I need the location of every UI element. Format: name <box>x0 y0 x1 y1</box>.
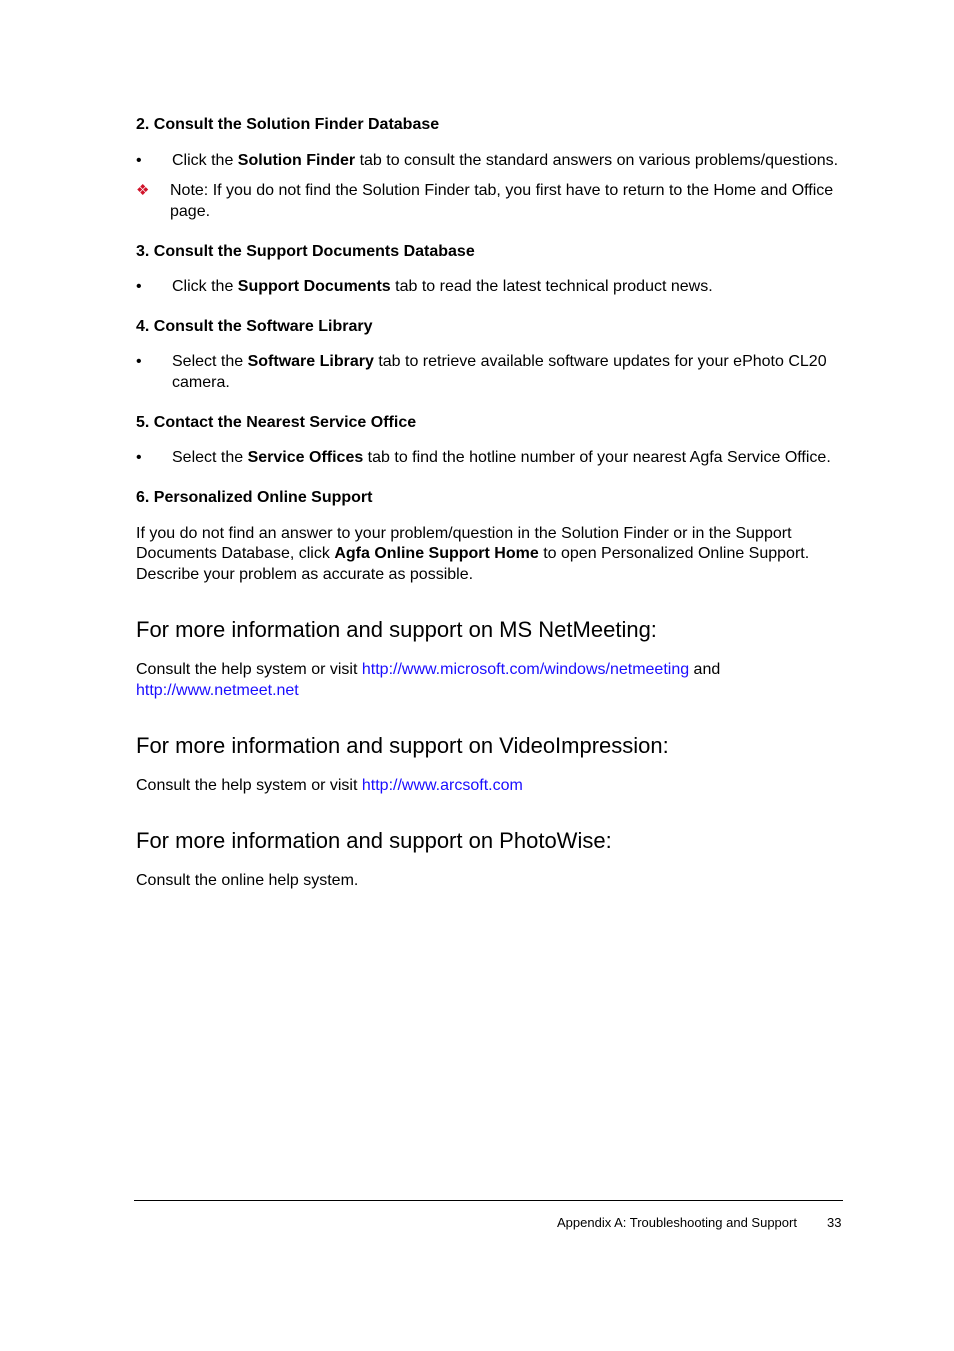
section-4-title: 4. Consult the Software Library <box>136 318 373 335</box>
sec2-bullet-1: Click the Solution Finder tab to consult the standard answers on various problems/questions. <box>172 152 839 169</box>
videoimpression-text: Consult the help system or visit http://www.arcsoft.com <box>136 777 523 794</box>
bullet-icon: • <box>136 278 142 295</box>
footer-chapter: Appendix A: Troubleshooting and Support <box>557 1215 797 1230</box>
photowise-text: Consult the online help system. <box>136 872 359 889</box>
footer-divider <box>134 1200 843 1201</box>
sec6-line-1: If you do not find an answer to your problem/question in the Solution Finder or in the Support <box>136 525 792 542</box>
sec4-bullet-1: Select the Software Library tab to retrieve available software updates for your ePhoto CL20 <box>172 353 827 370</box>
sec4-bullet-1-line-2: camera. <box>172 374 230 391</box>
sec2-note-line-2: page. <box>170 203 211 220</box>
bullet-icon: • <box>136 152 142 169</box>
diamond-note-icon: ❖ <box>136 182 150 199</box>
sec5-bullet-1: Select the Service Offices tab to find the hotline number of your nearest Agfa Service Office. <box>172 449 831 466</box>
bullet-icon: • <box>136 449 142 466</box>
netmeeting-text-line-2 <box>136 680 299 701</box>
page-number: 33 <box>827 1215 842 1230</box>
netmeet-net-link[interactable]: http://www.netmeet.net <box>136 682 299 699</box>
sec3-bullet-1: Click the Support Documents tab to read the latest technical product news. <box>172 278 713 295</box>
section-6-title: 6. Personalized Online Support <box>136 489 373 506</box>
sec6-line-2: Documents Database, click Agfa Online Support Home to open Personalized Online Support. <box>136 545 810 562</box>
section-2-title: 2. Consult the Solution Finder Database <box>136 116 440 133</box>
netmeeting-microsoft-link[interactable]: http://www.microsoft.com/windows/netmeeting <box>361 661 690 678</box>
sec6-line-3: Describe your problem as accurate as possible. <box>136 566 474 583</box>
sec2-note-line-1: Note: If you do not find the Solution Finder tab, you first have to return to the Home and Office <box>170 182 834 199</box>
photowise-heading: For more information and support on PhotoWise: <box>136 828 612 853</box>
netmeeting-heading: For more information and support on MS NetMeeting: <box>136 617 657 642</box>
arcsoft-link[interactable]: http://www.arcsoft.com <box>361 777 523 794</box>
netmeeting-text: Consult the help system or visit http://www.microsoft.com/windows/netmeeting and <box>136 661 721 678</box>
bullet-icon: • <box>136 353 142 370</box>
videoimpression-heading: For more information and support on VideoImpression: <box>136 733 669 758</box>
section-3-title: 3. Consult the Support Documents Database <box>136 243 475 260</box>
section-5-title: 5. Contact the Nearest Service Office <box>136 414 417 431</box>
